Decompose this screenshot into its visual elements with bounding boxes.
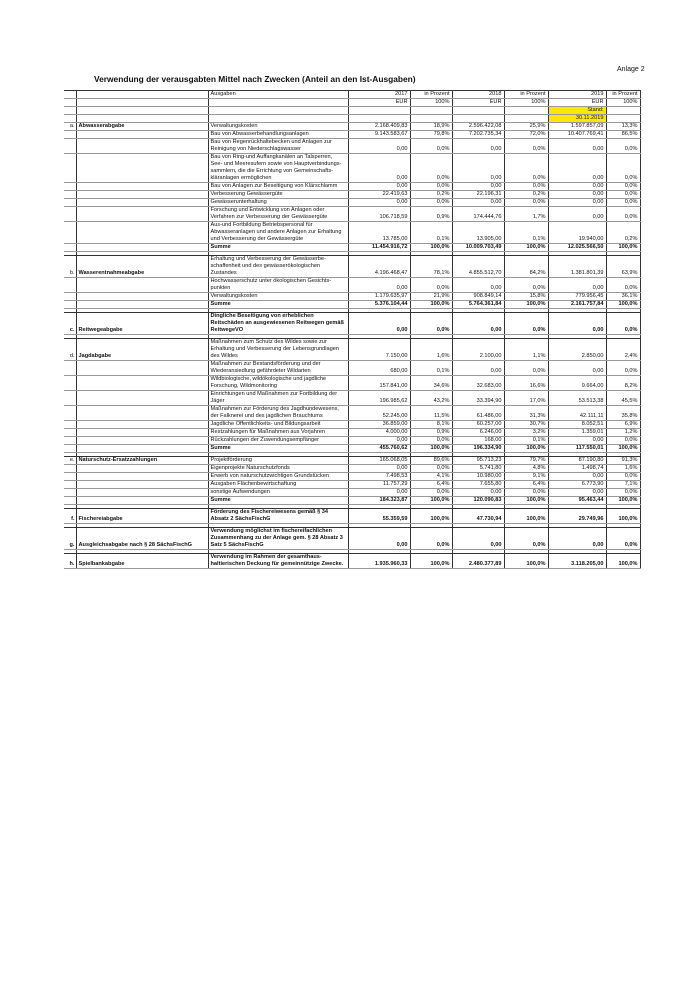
value-2018: 0,00 [452, 183, 504, 191]
value-2017: 11.757,29 [348, 481, 410, 489]
percent-2017: 100,0% [410, 244, 452, 252]
percent-2017: 0,0% [410, 465, 452, 473]
row-description: Verwaltungskosten [208, 123, 348, 131]
row-description: Einrichtungen und Maßnahmen zur Fortbildung der Jäger [208, 391, 348, 406]
percent-2018: 72,0% [504, 131, 548, 139]
section-name: Spielbankabgabe [76, 554, 208, 569]
percent-2018: 100,0% [504, 497, 548, 505]
sum-row [64, 301, 640, 309]
percent-2017: 100,0% [410, 554, 452, 569]
percent-2018: 79,7% [504, 457, 548, 465]
row-description: Verwendung möglichst im fischereifachlichen Zusammenhang zu der Anlage gem. § 28 Absatz 3 Satz 5 SächsFischG [208, 528, 348, 550]
percent-2017: 0,0% [410, 139, 452, 154]
percent-2019: 7,1% [606, 481, 640, 489]
expenditure-table [64, 90, 641, 569]
value-2019: 42.111,11 [548, 406, 606, 421]
percent-2019: 35,8% [606, 406, 640, 421]
percent-2019: 100,0% [606, 497, 640, 505]
row-description: Bau von Regenrückhaltebecken und Anlagen zur Reinigung von Niederschlagswasser [208, 139, 348, 154]
percent-2019: 0,0% [606, 473, 640, 481]
value-2019: 2.850,00 [548, 339, 606, 361]
table-row [64, 481, 640, 489]
table-row [64, 256, 640, 278]
value-2017: 4.196.468,47 [348, 256, 410, 278]
value-2018: 6.246,00 [452, 429, 504, 437]
header-ausgaben: Ausgaben [208, 91, 348, 99]
sum-row [64, 244, 640, 252]
table-row [64, 313, 640, 335]
percent-2019: 0,0% [606, 528, 640, 550]
section-letter: c. [64, 313, 76, 335]
value-2017: 7.498,53 [348, 473, 410, 481]
table-row [64, 361, 640, 376]
page-title: Verwendung der verausgabten Mittel nach Zwecken (Anteil an den Ist-Ausgaben) [94, 74, 416, 84]
table-row [64, 406, 640, 421]
table-row [64, 278, 640, 293]
row-description: sonstige Aufwendungen [208, 489, 348, 497]
value-2018: 2.480.377,89 [452, 554, 504, 569]
value-2018: 5.741,80 [452, 465, 504, 473]
row-description: Ausgaben Flächenbewirtschaftung [208, 481, 348, 489]
value-2017: 680,00 [348, 361, 410, 376]
percent-2018: 100,0% [504, 445, 548, 453]
section-letter: d. [64, 339, 76, 361]
percent-2018: 0,0% [504, 361, 548, 376]
row-description: Verwaltungskosten [208, 293, 348, 301]
row-description: Erhaltung und Verbesserung der Gewässerbe- schaffenheit und des gewässerökologischen Zustandes [208, 256, 348, 278]
value-2017: 5.376.104,44 [348, 301, 410, 309]
percent-2017: 0,0% [410, 154, 452, 183]
value-2019: 0,00 [548, 278, 606, 293]
percent-2017: 11,5% [410, 406, 452, 421]
section-name: Reitwegeabgabe [76, 313, 208, 335]
percent-2019: 2,4% [606, 339, 640, 361]
section-name: Jagdabgabe [76, 339, 208, 361]
value-2019: 1.359,01 [548, 429, 606, 437]
percent-2018: 100,0% [504, 509, 548, 524]
row-description: Verbesserung Gewässergüte [208, 191, 348, 199]
value-2017: 13.785,00 [348, 222, 410, 244]
value-2019: 0,00 [548, 489, 606, 497]
percent-2018: 0,0% [504, 528, 548, 550]
percent-2017: 0,0% [410, 437, 452, 445]
header-percent-2017: in Prozent [410, 91, 452, 99]
value-2018: 95.713,23 [452, 457, 504, 465]
percent-2018: 15,8% [504, 293, 548, 301]
percent-2019: 100,0% [606, 301, 640, 309]
percent-2017: 0,1% [410, 222, 452, 244]
value-2017: 0,00 [348, 465, 410, 473]
table-row [64, 509, 640, 524]
percent-2017: 0,0% [410, 183, 452, 191]
value-2019: 0,00 [548, 183, 606, 191]
header-2018: 2018 [452, 91, 504, 99]
row-description: Restzahlungen für Maßnahmen aus Vorjahren [208, 429, 348, 437]
value-2018: 4.855.512,70 [452, 256, 504, 278]
value-2018: 0,00 [452, 154, 504, 183]
value-2018: 0,00 [452, 528, 504, 550]
percent-2017: 100,0% [410, 445, 452, 453]
row-description: Maßnahmen zur Bestandsförderung und der Wiederansiedlung gefährdeter Wildarten [208, 361, 348, 376]
row-description: Rückzahlungen der Zuwendungsempfänger [208, 437, 348, 445]
percent-2019: 0,0% [606, 191, 640, 199]
percent-2019: 45,5% [606, 391, 640, 406]
percent-2019: 1,6% [606, 465, 640, 473]
value-2019: 1.597.857,09 [548, 123, 606, 131]
percent-2017: 0,9% [410, 207, 452, 222]
percent-2017: 89,6% [410, 457, 452, 465]
percent-2017: 0,0% [410, 278, 452, 293]
percent-2019: 36,1% [606, 293, 640, 301]
header-eur-2019: EUR [548, 99, 606, 107]
row-description: Forschung und Entwicklung von Anlagen oder Verfahren zur Verbesserung der Gewässergüte [208, 207, 348, 222]
header-100-2018: 100% [504, 99, 548, 107]
value-2017: 9.143.583,67 [348, 131, 410, 139]
table-row [64, 139, 640, 154]
percent-2017: 0,0% [410, 489, 452, 497]
header-percent-2019: in Prozent [606, 91, 640, 99]
row-description: Wildbiologische, wildökologische und jagdliche Forschung, Wildmonitoring [208, 376, 348, 391]
table-row [64, 339, 640, 361]
percent-2019: 0,0% [606, 489, 640, 497]
percent-2018: 0,0% [504, 313, 548, 335]
value-2018: 0,00 [452, 361, 504, 376]
table-row [64, 123, 640, 131]
percent-2019: 0,0% [606, 313, 640, 335]
percent-2018: 0,0% [504, 489, 548, 497]
stand-label: Stand: [548, 107, 606, 115]
value-2018: 196.334,90 [452, 445, 504, 453]
table-row [64, 473, 640, 481]
value-2018: 2.100,00 [452, 339, 504, 361]
table-row [64, 437, 640, 445]
percent-2019: 0,0% [606, 437, 640, 445]
value-2018: 10.009.703,49 [452, 244, 504, 252]
value-2018: 47.730,94 [452, 509, 504, 524]
percent-2019: 91,3% [606, 457, 640, 465]
percent-2018: 30,7% [504, 421, 548, 429]
percent-2018: 6,4% [504, 481, 548, 489]
value-2019: 0,00 [548, 473, 606, 481]
row-description: Maßnahmen zum Schutz des Wildes sowie zur Erhaltung und Verbesserung der Lebensgrundlagen des Wildes [208, 339, 348, 361]
value-2018: 0,00 [452, 313, 504, 335]
percent-2018: 84,2% [504, 256, 548, 278]
section-name: Abwasserabgabe [76, 123, 208, 131]
percent-2019: 8,2% [606, 376, 640, 391]
percent-2018: 16,6% [504, 376, 548, 391]
table-row [64, 222, 640, 244]
percent-2018: 25,9% [504, 123, 548, 131]
table-row [64, 421, 640, 429]
value-2019: 1.498,74 [548, 465, 606, 473]
percent-2019: 13,3% [606, 123, 640, 131]
value-2017: 7.150,00 [348, 339, 410, 361]
row-description: Summe [208, 445, 348, 453]
percent-2017: 100,0% [410, 301, 452, 309]
percent-2018: 0,0% [504, 139, 548, 154]
value-2017: 0,00 [348, 437, 410, 445]
value-2017: 196.985,62 [348, 391, 410, 406]
value-2017: 11.454.916,72 [348, 244, 410, 252]
value-2019: 0,00 [548, 437, 606, 445]
value-2018: 7.655,80 [452, 481, 504, 489]
row-description: Summe [208, 244, 348, 252]
percent-2019: 1,2% [606, 429, 640, 437]
percent-2019: 63,9% [606, 256, 640, 278]
value-2018: 0,00 [452, 489, 504, 497]
value-2018: 174.444,76 [452, 207, 504, 222]
percent-2017: 0,9% [410, 429, 452, 437]
value-2019: 53.513,38 [548, 391, 606, 406]
percent-2018: 0,2% [504, 191, 548, 199]
table-row [64, 457, 640, 465]
percent-2019: 100,0% [606, 244, 640, 252]
row-description: Projektförderung [208, 457, 348, 465]
value-2019: 6.773,90 [548, 481, 606, 489]
value-2018: 0,00 [452, 278, 504, 293]
value-2019: 10.407.769,41 [548, 131, 606, 139]
value-2019: 0,00 [548, 528, 606, 550]
table-row [64, 199, 640, 207]
value-2017: 1.179.635,97 [348, 293, 410, 301]
percent-2018: 0,0% [504, 183, 548, 191]
percent-2018: 3,2% [504, 429, 548, 437]
table-row [64, 131, 640, 139]
row-description: Bau von Anlagen zur Beseitigung von Klärschlamm [208, 183, 348, 191]
value-2019: 19.940,00 [548, 222, 606, 244]
value-2017: 1.935.960,33 [348, 554, 410, 569]
header-eur-2018: EUR [452, 99, 504, 107]
table-row [64, 376, 640, 391]
value-2018: 0,00 [452, 139, 504, 154]
value-2018: 22.196,31 [452, 191, 504, 199]
section-name: Naturschutz-Ersatzzahlungen [76, 457, 208, 465]
percent-2019: 100,0% [606, 445, 640, 453]
percent-2018: 31,3% [504, 406, 548, 421]
value-2018: 5.764.361,84 [452, 301, 504, 309]
value-2017: 0,00 [348, 528, 410, 550]
percent-2017: 0,2% [410, 191, 452, 199]
section-letter: a. [64, 123, 76, 131]
percent-2018: 1,1% [504, 339, 548, 361]
section-letter: e. [64, 457, 76, 465]
percent-2019: 86,5% [606, 131, 640, 139]
section-letter: g. [64, 528, 76, 550]
header-percent-2018: in Prozent [504, 91, 548, 99]
header-eur-2017: EUR [348, 99, 410, 107]
value-2018: 33.394,90 [452, 391, 504, 406]
row-description: Bau von Ring-und Auffangkanälen an Talsperren, See- und Meeresufern sowie von Hauptverbindungs- sammlern, die die Errichtung von Gemeinschafts- kläranlagen ermöglichen [208, 154, 348, 183]
value-2019: 0,00 [548, 207, 606, 222]
row-description: Erwerb von naturschutzwichtigen Grundstücken [208, 473, 348, 481]
table-row [64, 465, 640, 473]
value-2017: 157.841,00 [348, 376, 410, 391]
percent-2019: 0,2% [606, 222, 640, 244]
value-2019: 95.463,44 [548, 497, 606, 505]
value-2019: 0,00 [548, 139, 606, 154]
value-2019: 12.025.566,50 [548, 244, 606, 252]
percent-2019: 0,0% [606, 154, 640, 183]
stand-date: 30.11.2019 [548, 115, 606, 123]
value-2017: 0,00 [348, 278, 410, 293]
percent-2017: 100,0% [410, 497, 452, 505]
percent-2019: 0,0% [606, 139, 640, 154]
value-2018: 61.486,00 [452, 406, 504, 421]
percent-2017: 8,1% [410, 421, 452, 429]
value-2018: 60.257,00 [452, 421, 504, 429]
percent-2017: 0,0% [410, 199, 452, 207]
percent-2018: 0,0% [504, 199, 548, 207]
percent-2018: 100,0% [504, 244, 548, 252]
table-row [64, 191, 640, 199]
value-2018: 7.202.735,34 [452, 131, 504, 139]
percent-2017: 4,1% [410, 473, 452, 481]
percent-2017: 0,0% [410, 313, 452, 335]
sum-row [64, 497, 640, 505]
value-2018: 10.980,00 [452, 473, 504, 481]
value-2019: 9.664,00 [548, 376, 606, 391]
percent-2017: 18,9% [410, 123, 452, 131]
value-2017: 106.718,59 [348, 207, 410, 222]
row-description: Aus-und Fortbildung Betriebspersonal für Abwasseranlagen und andere Anlagen zur Erhaltung und Verbesserung der Gewässergüte [208, 222, 348, 244]
percent-2018: 0,1% [504, 222, 548, 244]
section-letter: b. [64, 256, 76, 278]
table-row [64, 293, 640, 301]
value-2019: 0,00 [548, 313, 606, 335]
value-2017: 0,00 [348, 489, 410, 497]
row-description: Bau von Abwasserbehandlungsanlagen [208, 131, 348, 139]
percent-2017: 100,0% [410, 509, 452, 524]
value-2017: 0,00 [348, 313, 410, 335]
value-2018: 120.090,83 [452, 497, 504, 505]
percent-2019: 100,0% [606, 554, 640, 569]
table-row [64, 489, 640, 497]
percent-2019: 0,0% [606, 199, 640, 207]
value-2017: 0,00 [348, 183, 410, 191]
value-2019: 0,00 [548, 154, 606, 183]
section-name: Fischereiabgabe [76, 509, 208, 524]
annex-label: Anlage 2 [617, 66, 645, 73]
value-2018: 13.905,00 [452, 222, 504, 244]
percent-2019: 0,0% [606, 278, 640, 293]
row-description: Gewässerunterhaltung [208, 199, 348, 207]
value-2019: 87.190,80 [548, 457, 606, 465]
value-2019: 29.749,96 [548, 509, 606, 524]
percent-2018: 0,0% [504, 278, 548, 293]
header-2017: 2017 [348, 91, 410, 99]
header-100-2019: 100% [606, 99, 640, 107]
value-2017: 455.760,62 [348, 445, 410, 453]
table-row [64, 207, 640, 222]
percent-2017: 79,8% [410, 131, 452, 139]
section-name: Ausgleichsabgabe nach § 28 SächsFischG [76, 528, 208, 550]
row-description: Dingliche Beseitigung von erheblichen Reitschäden an ausgewiesenen Reitwegen gemäß ReitwegeVO [208, 313, 348, 335]
percent-2018: 17,0% [504, 391, 548, 406]
value-2017: 0,00 [348, 154, 410, 183]
percent-2019: 100,0% [606, 509, 640, 524]
percent-2017: 21,9% [410, 293, 452, 301]
table-row [64, 154, 640, 183]
percent-2018: 0,0% [504, 154, 548, 183]
value-2018: 2.596.422,08 [452, 123, 504, 131]
percent-2019: 0,0% [606, 207, 640, 222]
value-2017: 0,00 [348, 139, 410, 154]
percent-2017: 0,0% [410, 528, 452, 550]
value-2017: 0,00 [348, 199, 410, 207]
value-2019: 117.550,01 [548, 445, 606, 453]
header-100-2017: 100% [410, 99, 452, 107]
value-2019: 3.118.205,00 [548, 554, 606, 569]
row-description: Förderung des Fischereiwesens gemäß § 34 Absatz 2 SächsFischG [208, 509, 348, 524]
percent-2018: 0,1% [504, 437, 548, 445]
percent-2017: 43,2% [410, 391, 452, 406]
row-description: Eigenprojekte Naturschutzfonds [208, 465, 348, 473]
sum-row [64, 445, 640, 453]
value-2017: 52.245,00 [348, 406, 410, 421]
table-row [64, 429, 640, 437]
row-description: Hochwasserschutz unter ökologischen Gesichts- punkten [208, 278, 348, 293]
header-2019: 2019 [548, 91, 606, 99]
value-2019: 0,00 [548, 191, 606, 199]
value-2018: 168,00 [452, 437, 504, 445]
row-description: Jagdliche Öffentlichkeits- und Bildungsarbeit [208, 421, 348, 429]
percent-2018: 9,1% [504, 473, 548, 481]
percent-2017: 0,1% [410, 361, 452, 376]
row-description: Summe [208, 301, 348, 309]
percent-2019: 0,0% [606, 183, 640, 191]
value-2017: 4.000,00 [348, 429, 410, 437]
percent-2018: 100,0% [504, 301, 548, 309]
value-2018: 0,00 [452, 199, 504, 207]
section-letter: f. [64, 509, 76, 524]
table-row [64, 183, 640, 191]
table-row [64, 391, 640, 406]
percent-2018: 1,7% [504, 207, 548, 222]
value-2017: 165.068,05 [348, 457, 410, 465]
percent-2018: 4,8% [504, 465, 548, 473]
value-2017: 184.323,87 [348, 497, 410, 505]
percent-2017: 78,1% [410, 256, 452, 278]
percent-2019: 0,0% [606, 361, 640, 376]
value-2019: 1.381.801,39 [548, 256, 606, 278]
section-name: Wasserentnahmeabgabe [76, 256, 208, 278]
section-letter: h. [64, 554, 76, 569]
value-2017: 55.359,59 [348, 509, 410, 524]
value-2017: 22.419,63 [348, 191, 410, 199]
percent-2019: 6,9% [606, 421, 640, 429]
value-2019: 779.956,45 [548, 293, 606, 301]
row-description: Verwendung im Rahmen der gesamthaus- haltierischen Deckung für gemeinnützige Zwecke. [208, 554, 348, 569]
value-2018: 32.683,00 [452, 376, 504, 391]
table-row [64, 554, 640, 569]
value-2017: 36.859,00 [348, 421, 410, 429]
row-description: Summe [208, 497, 348, 505]
table-row [64, 528, 640, 550]
row-description: Maßnahmen zur Förderung des Jagdhundewesens, der Falknerei und des jagdlichen Brauchtums [208, 406, 348, 421]
percent-2017: 1,6% [410, 339, 452, 361]
value-2019: 0,00 [548, 361, 606, 376]
value-2019: 2.161.757,84 [548, 301, 606, 309]
value-2019: 8.052,51 [548, 421, 606, 429]
value-2018: 908.849,14 [452, 293, 504, 301]
percent-2018: 100,0% [504, 554, 548, 569]
percent-2017: 6,4% [410, 481, 452, 489]
value-2019: 0,00 [548, 199, 606, 207]
value-2017: 2.168.409,83 [348, 123, 410, 131]
percent-2017: 34,6% [410, 376, 452, 391]
